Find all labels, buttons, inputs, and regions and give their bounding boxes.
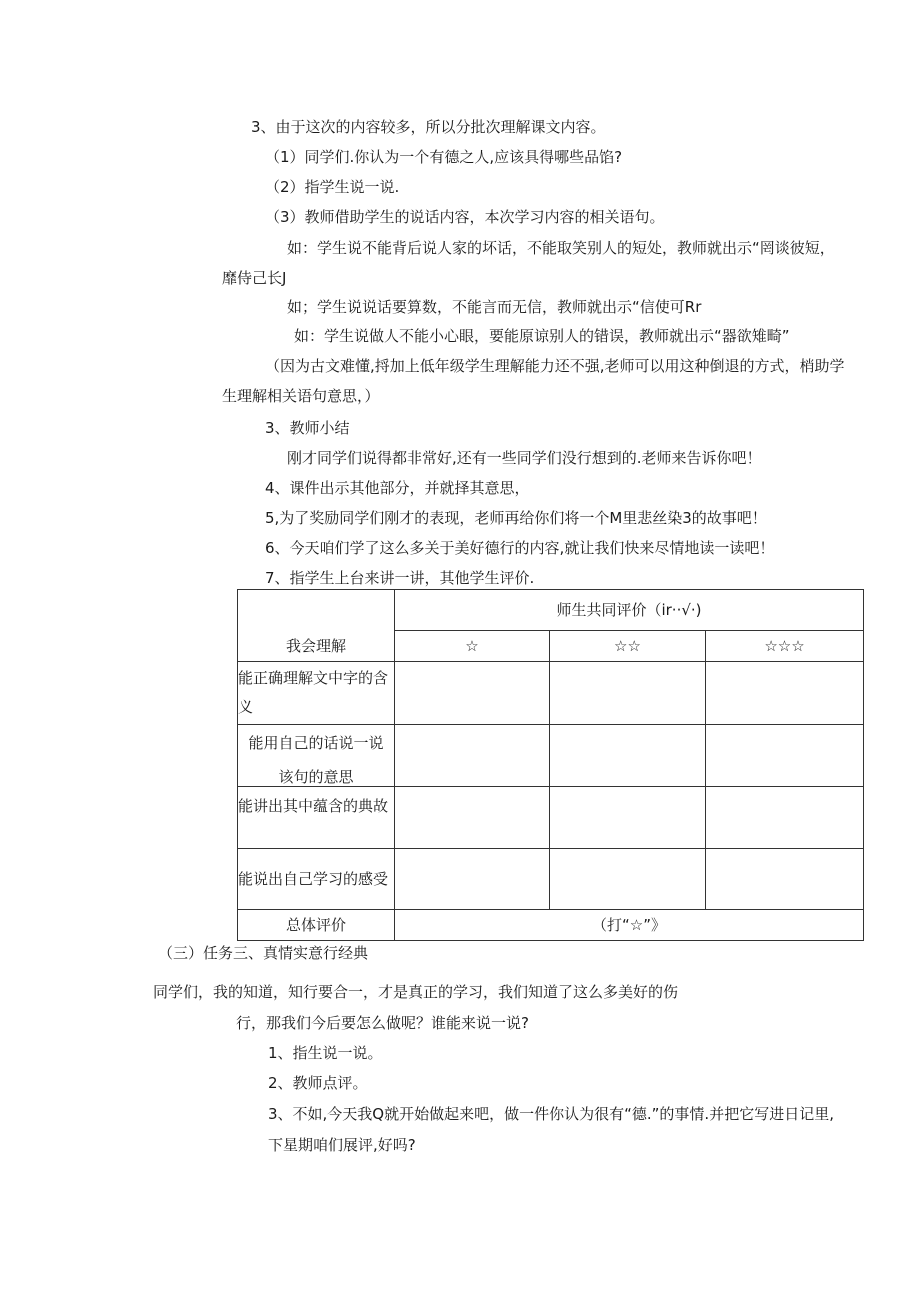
summary-label: 总体评价: [238, 910, 395, 941]
table-row-text: 能正确理解文中字的含义: [238, 669, 389, 716]
paragraph-step-3-cont: 下星期咱们展评,好吗?: [268, 1136, 416, 1154]
paragraph-step4: 4、课件出示其他部分，并就择其意思，: [265, 479, 530, 497]
rating-cell[interactable]: [395, 787, 550, 849]
table-row-label: 能讲出其中蕴含的典故: [238, 787, 395, 849]
paragraph-summary-title: 3、教师小结: [265, 419, 350, 437]
rating-cell[interactable]: [395, 662, 550, 725]
paragraph-step-1: 1、指生说一说。: [268, 1044, 383, 1062]
table-row-text: 能用自己的话说一说该句的意思: [248, 733, 384, 786]
paragraph-q1: （1）同学们.你认为一个有德之人,应该具得哪些品馅?: [265, 148, 623, 166]
evaluation-table: [237, 589, 864, 941]
section-heading: （三）任务三、真情实意行经典: [158, 944, 369, 962]
paragraph-example3: 如：学生说做人不能小心眼，要能原谅别人的错误，教师就出示“器欲雉畸”: [294, 327, 790, 345]
rating-cell[interactable]: [706, 725, 864, 787]
rating-cell[interactable]: [550, 662, 706, 725]
rating-cell[interactable]: [395, 849, 550, 910]
paragraph-step5: 5,为了奖励同学们刚才的表现，老师再给你们将一个M里悲丝染3的故事吧！: [265, 509, 767, 527]
paragraph-q2: （2）指学生说一说.: [265, 178, 400, 196]
paragraph-example1-cont: 靡侍己长J: [222, 269, 287, 287]
paragraph-note-cont: 生理解相关语句意思，）: [222, 387, 380, 405]
table-row-label: [238, 725, 395, 787]
paragraph-step7: 7、指学生上台来讲一讲，其他学生评价.: [265, 569, 535, 587]
rating-cell[interactable]: [706, 662, 864, 725]
header-two-stars: ☆☆: [550, 631, 706, 662]
paragraph-intro: 同学们，我的知道，知行要合一，才是真正的学习，我们知道了这么多美好的伤: [153, 983, 679, 1001]
paragraph-example2: 如；学生说说话要算数，不能言而无信，教师就出示“信使可Rr: [287, 298, 702, 316]
rating-cell[interactable]: [550, 787, 706, 849]
table-row-label: 能说出自己学习的感受: [238, 849, 395, 910]
header-three-stars: ☆☆☆: [706, 631, 864, 662]
paragraph-step-2: 2、教师点评。: [268, 1074, 368, 1092]
paragraph-step6: 6、今天咱们学了这么多关于美好德行的内容,就让我们快来尽情地读一读吧！: [265, 539, 775, 557]
paragraph-note: （因为古文难懂,捋加上低年级学生理解能力还不强,老师可以用这种倒退的方式，梢助学: [265, 357, 845, 375]
header-criteria: 我会理解: [238, 590, 395, 662]
paragraph-summary: 刚才同学们说得都非常好,还有一些同学们没行想到的.老师来告诉你吧！: [287, 449, 762, 467]
rating-cell[interactable]: [706, 787, 864, 849]
rating-cell[interactable]: [395, 725, 550, 787]
paragraph-step3: 3、由于这次的内容较多，所以分批次理解课文内容。: [251, 118, 606, 136]
paragraph-example1: 如：学生说不能背后说人家的坏话，不能取笑别人的短处，教师就出示“罔谈彼短，: [287, 239, 835, 257]
paragraph-intro-cont: 行，那我们今后要怎么做呢？谁能来说一说?: [236, 1014, 529, 1032]
summary-value[interactable]: （打“☆”》: [395, 910, 864, 941]
rating-cell[interactable]: [550, 725, 706, 787]
header-one-star: ☆: [395, 631, 550, 662]
rating-cell[interactable]: [550, 849, 706, 910]
paragraph-q3: （3）教师借助学生的说话内容，本次学习内容的相关语句。: [265, 208, 665, 226]
rating-cell[interactable]: [706, 849, 864, 910]
header-evaluation: 师生共同评价（ir··√·): [395, 590, 864, 631]
paragraph-step-3: 3、不如,今天我Q就开始做起来吧，做一件你认为很有“德.”的事情.并把它写进日记里,: [268, 1105, 834, 1123]
table-row-label: [238, 662, 395, 725]
